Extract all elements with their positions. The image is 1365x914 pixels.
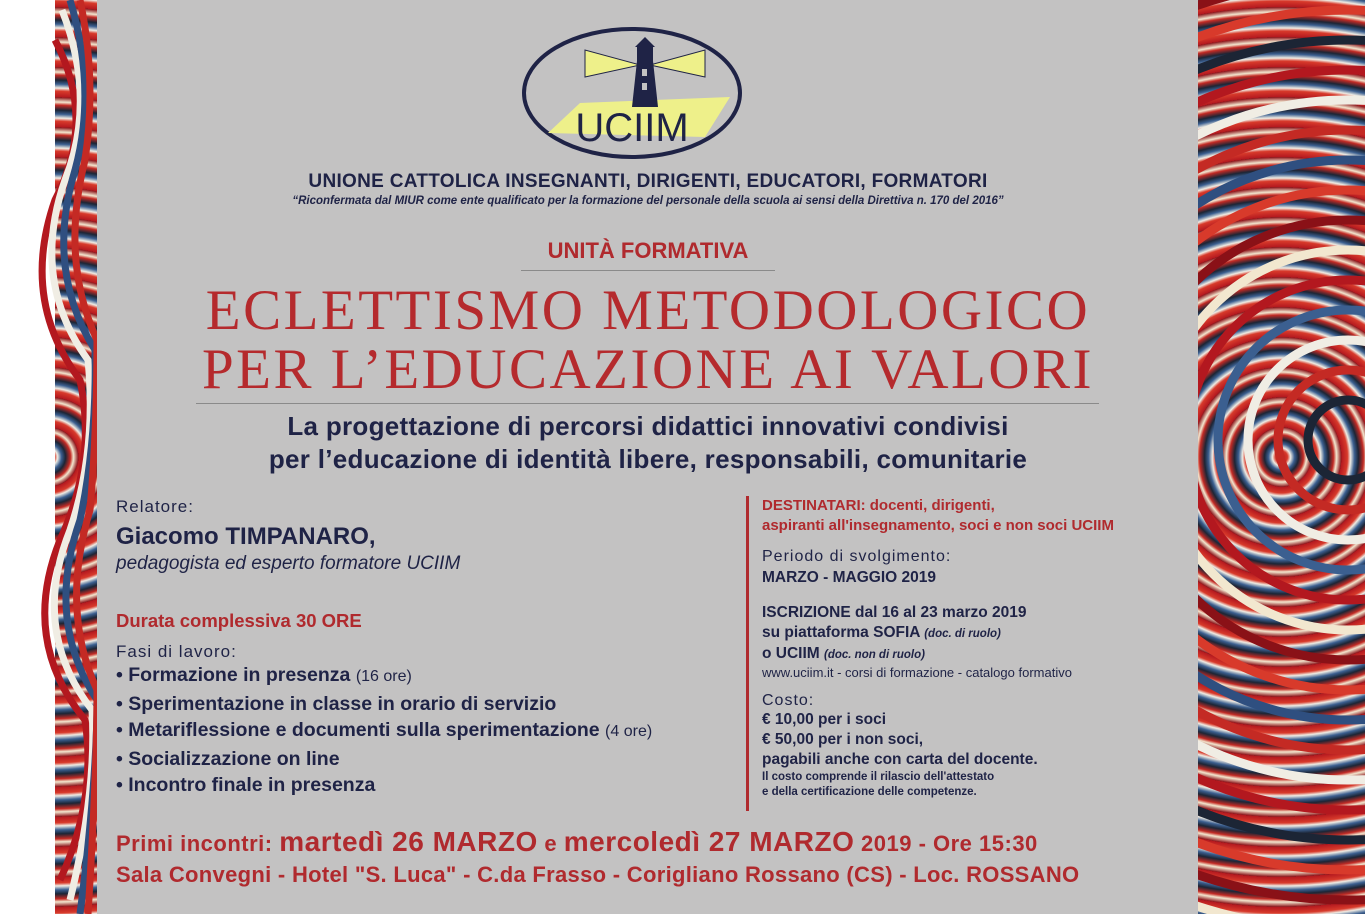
period-label: Periodo di svolgimento: (762, 548, 952, 565)
audience (762, 496, 1192, 536)
registration-sofia-text: su piattaforma SOFIA (762, 624, 920, 641)
organization-accreditation-note: “Riconfermata dal MIUR come ente qualificato per la formazione del personale della scuola ai sensi della Direttiva n. 170 del 2016” (292, 195, 1004, 207)
speaker-name: Giacomo TIMPANARO, (116, 523, 376, 550)
first-meetings-time: 2019 - Ore 15:30 (861, 831, 1038, 856)
first-meeting-date-1: martedì 26 MARZO (279, 826, 538, 857)
phase-item (116, 746, 736, 773)
phase-note: (16 ore) (355, 668, 412, 685)
cost-non-members: € 50,00 per i non soci, (762, 731, 924, 748)
speaker-label: Relatore: (116, 497, 194, 516)
phase-text: • Socializzazione on line (116, 747, 340, 770)
first-meetings-and: e (544, 831, 558, 856)
phase-text: • Formazione in presenza (116, 664, 351, 686)
course-subtitle-line-1: La progettazione di percorsi didattici innovativi condivisi (287, 411, 1009, 441)
course-subtitle-line-2: per l’educazione di identità libere, responsabili, comunitarie (268, 444, 1028, 474)
first-meetings-label: Primi incontri: (116, 831, 273, 856)
cost-note-2: e della certificazione delle competenze. (762, 786, 977, 798)
registration-sofia (762, 623, 1192, 644)
registration-dates: ISCRIZIONE dal 16 al 23 marzo 2019 (762, 604, 1027, 621)
first-meeting-date-2: mercoledì 27 MARZO (563, 826, 855, 857)
cost-members: € 10,00 per i soci (762, 711, 887, 728)
cost-label: Costo: (762, 692, 815, 709)
logo-text: UCIIM (575, 106, 689, 150)
course-title-line-2: PER L’EDUCAZIONE AI VALORI (201, 338, 1095, 401)
uciim-logo (520, 25, 745, 165)
venue: Sala Convegni - Hotel "S. Luca" - C.da Frasso - Corigliano Rossano (CS) - Loc. ROSSANO (116, 862, 1080, 887)
period-value: MARZO - MAGGIO 2019 (762, 569, 936, 586)
course-details-left (116, 497, 736, 799)
registration-sofia-note: (doc. di ruolo) (924, 628, 1001, 640)
registration-uciim-text: o UCIIM (762, 645, 820, 662)
registration-uciim (762, 644, 1192, 665)
divider-long (196, 403, 1099, 404)
first-meetings (116, 826, 1216, 858)
cost-note-1: Il costo comprende il rilascio dell'attestato (762, 771, 995, 783)
phase-item (116, 691, 736, 718)
cost (762, 692, 1192, 800)
course-title-line-1: ECLETTISMO METODOLOGICO (205, 279, 1091, 342)
divider-short (521, 270, 775, 271)
phase-item (116, 717, 736, 746)
phase-note: (4 ore) (605, 723, 653, 740)
registration (762, 603, 1192, 680)
audience-line-2: aspiranti all'insegnamento, soci e non soci UCIIM (762, 517, 1114, 534)
audience-line-1: DESTINATARI: docenti, dirigenti, (762, 497, 995, 514)
course-duration: Durata complessiva 30 ORE (116, 610, 362, 631)
phase-item (116, 772, 736, 799)
cost-payment: pagabili anche con carta del docente. (762, 751, 1038, 768)
phase-text: • Metariflessione e documenti sulla sperimentazione (116, 719, 600, 741)
phase-text: • Incontro finale in presenza (116, 774, 376, 796)
period (762, 548, 1192, 588)
phases-label: Fasi di lavoro: (116, 642, 237, 661)
speaker-role: pedagogista ed esperto formatore UCIIM (116, 553, 461, 574)
phase-item (116, 662, 736, 691)
unit-label: UNITÀ FORMATIVA (547, 238, 749, 263)
organization-name: UNIONE CATTOLICA INSEGNANTI, DIRIGENTI, EDUCATORI, FORMATORI (308, 171, 988, 192)
phases-list (116, 662, 736, 799)
registration-uciim-note: (doc. non di ruolo) (824, 649, 925, 661)
website-info: www.uciim.it - corsi di formazione - catalogo formativo (762, 665, 1072, 680)
phase-text: • Sperimentazione in classe in orario di servizio (116, 692, 557, 715)
accent-bar (746, 496, 749, 811)
lighthouse-logo-icon (520, 25, 745, 165)
